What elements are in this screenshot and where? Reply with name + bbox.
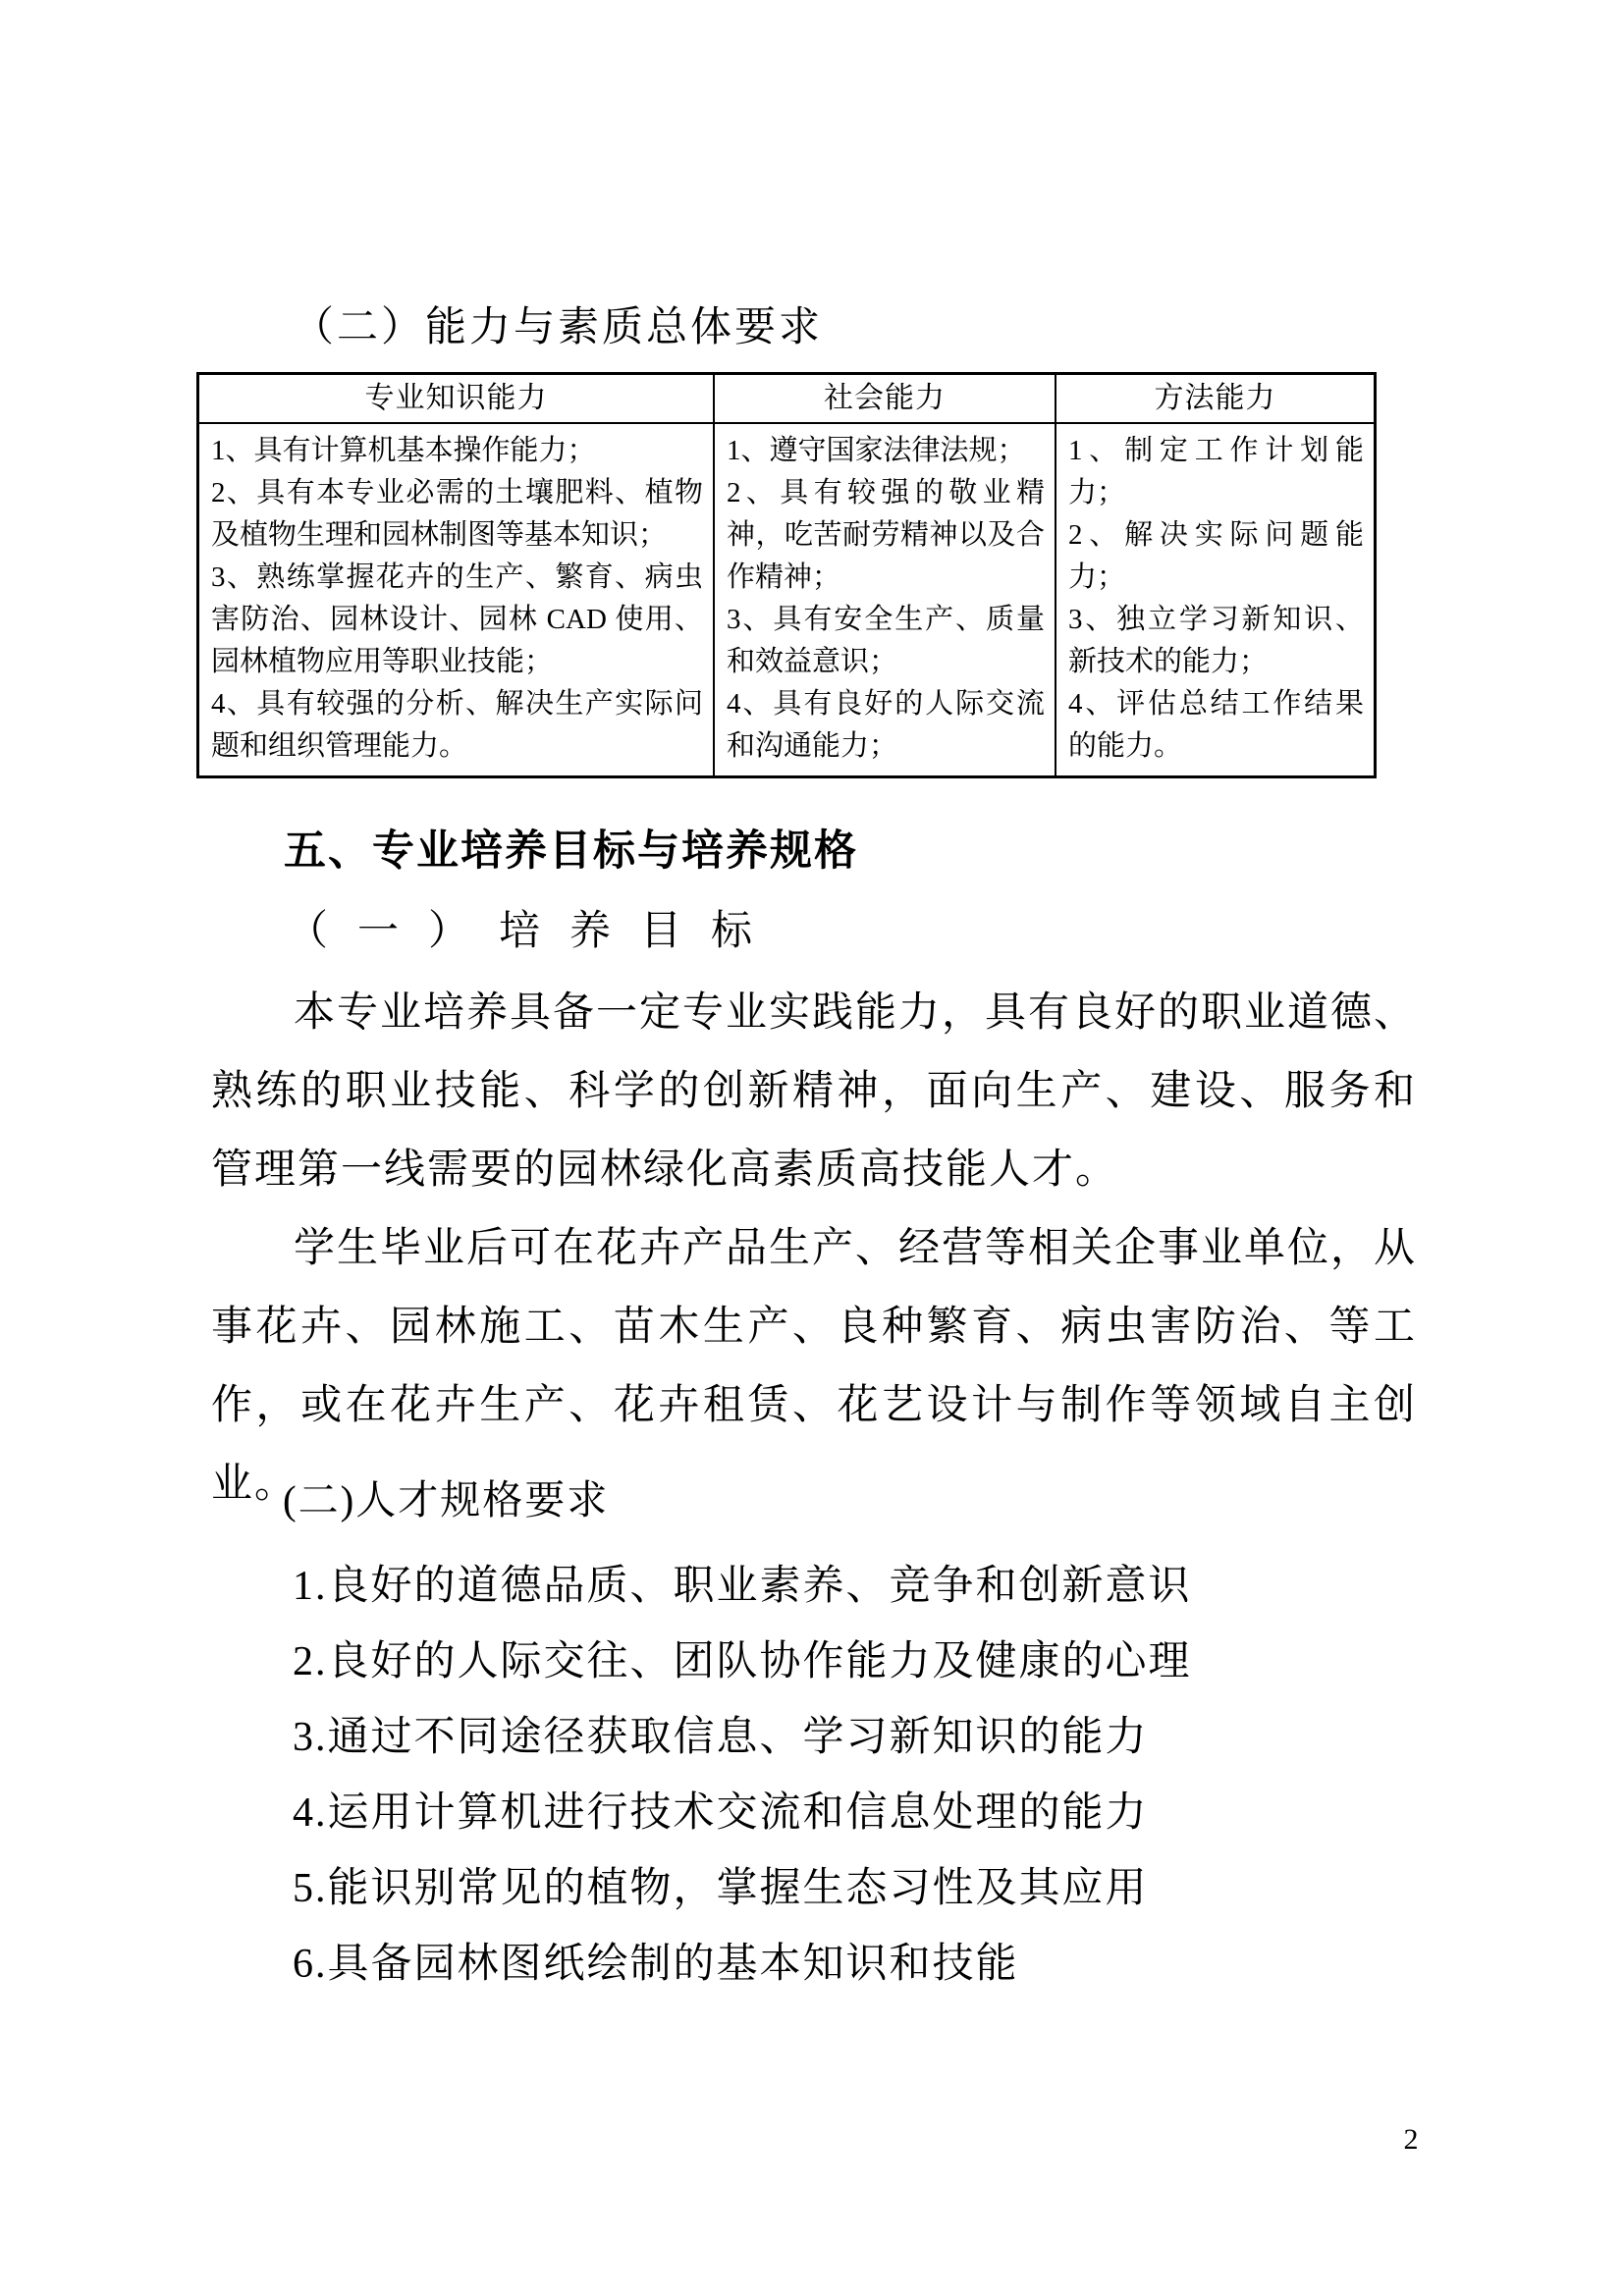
requirement-item: 6.具备园林图纸绘制的基本知识和技能 [293, 1942, 1019, 1987]
page-number: 2 [1403, 2123, 1419, 2156]
talent-spec-list [293, 1549, 1432, 2002]
body-paragraph: 本专业培养具备一定专业实践能力，具有良好的职业道德、熟练的职业技能、科学的创新精神，面向生产、建设、服务和管理第一线需要的园林绿化高素质高技能人才。 [211, 990, 1418, 1193]
subsection-heading-talent-spec: (二)人才规格要求 [283, 1477, 610, 1522]
table-cell-professional-knowledge [199, 424, 715, 775]
table-cell-line: 4、评估总结工作结果的能力。 [1068, 688, 1364, 762]
table-cell-method-ability [1056, 424, 1374, 775]
requirement-item: 2.良好的人际交往、团队协作能力及健康的心理 [293, 1639, 1192, 1684]
table-cell-social-ability [715, 424, 1056, 775]
table-cell-line: 2、解决实际问题能力； [1068, 519, 1364, 593]
table-header-row [199, 375, 1374, 424]
requirement-item: 1.良好的道德品质、职业素养、竞争和创新意识 [293, 1564, 1192, 1609]
table-cell-line: 1、制定工作计划能力； [1068, 435, 1364, 508]
table-header-social-ability: 社会能力 [715, 375, 1056, 422]
requirement-item: 3.通过不同途径获取信息、学习新知识的能力 [293, 1715, 1149, 1760]
table-cell-line: 4、具有良好的人际交流和沟通能力； [727, 688, 1045, 762]
body-paragraph: 学生毕业后可在花卉产品生产、经营等相关企事业单位，从事花卉、园林施工、苗木生产、良种繁育、病虫害防治、等工作，或在花卉生产、花卉租赁、花艺设计与制作等领域自主创业。 [211, 1226, 1418, 1507]
requirement-item: 5.能识别常见的植物，掌握生态习性及其应用 [293, 1866, 1149, 1911]
capability-table [196, 372, 1377, 778]
table-header-method-ability: 方法能力 [1154, 382, 1276, 414]
table-cell-line: 2、具有本专业必需的土壤肥料、植物及植物生理和园林制图等基本知识； [211, 477, 703, 551]
table-cell-line: 1、遵守国家法律法规； [727, 435, 1026, 466]
table-cell-line: 3、熟练掌握花卉的生产、繁育、病虫害防治、园林设计、园林 CAD 使用、园林植物应用等职业技能； [211, 561, 703, 677]
section-heading-ability-quality: （二）能力与素质总体要求 [293, 305, 824, 350]
table-header-professional-knowledge: 专业知识能力 [199, 375, 715, 422]
table-cell-line: 3、独立学习新知识、新技术的能力； [1068, 604, 1364, 677]
table-cell-line: 4、具有较强的分析、解决生产实际问题和组织管理能力。 [211, 688, 703, 762]
requirement-item: 4.运用计算机进行技术交流和信息处理的能力 [293, 1790, 1149, 1836]
chapter-heading-training-goals-specs: 五、专业培养目标与培养规格 [284, 828, 858, 875]
subsection-heading-training-goal: （一）培养目标 [287, 909, 783, 954]
table-cell-line: 1、具有计算机基本操作能力； [211, 435, 596, 466]
table-body-row [199, 424, 1374, 775]
table-cell-line: 3、具有安全生产、质量和效益意识； [727, 604, 1045, 677]
training-goal-paragraphs [211, 974, 1417, 1523]
table-cell-line: 2、具有较强的敬业精神，吃苦耐劳精神以及合作精神； [727, 477, 1045, 593]
